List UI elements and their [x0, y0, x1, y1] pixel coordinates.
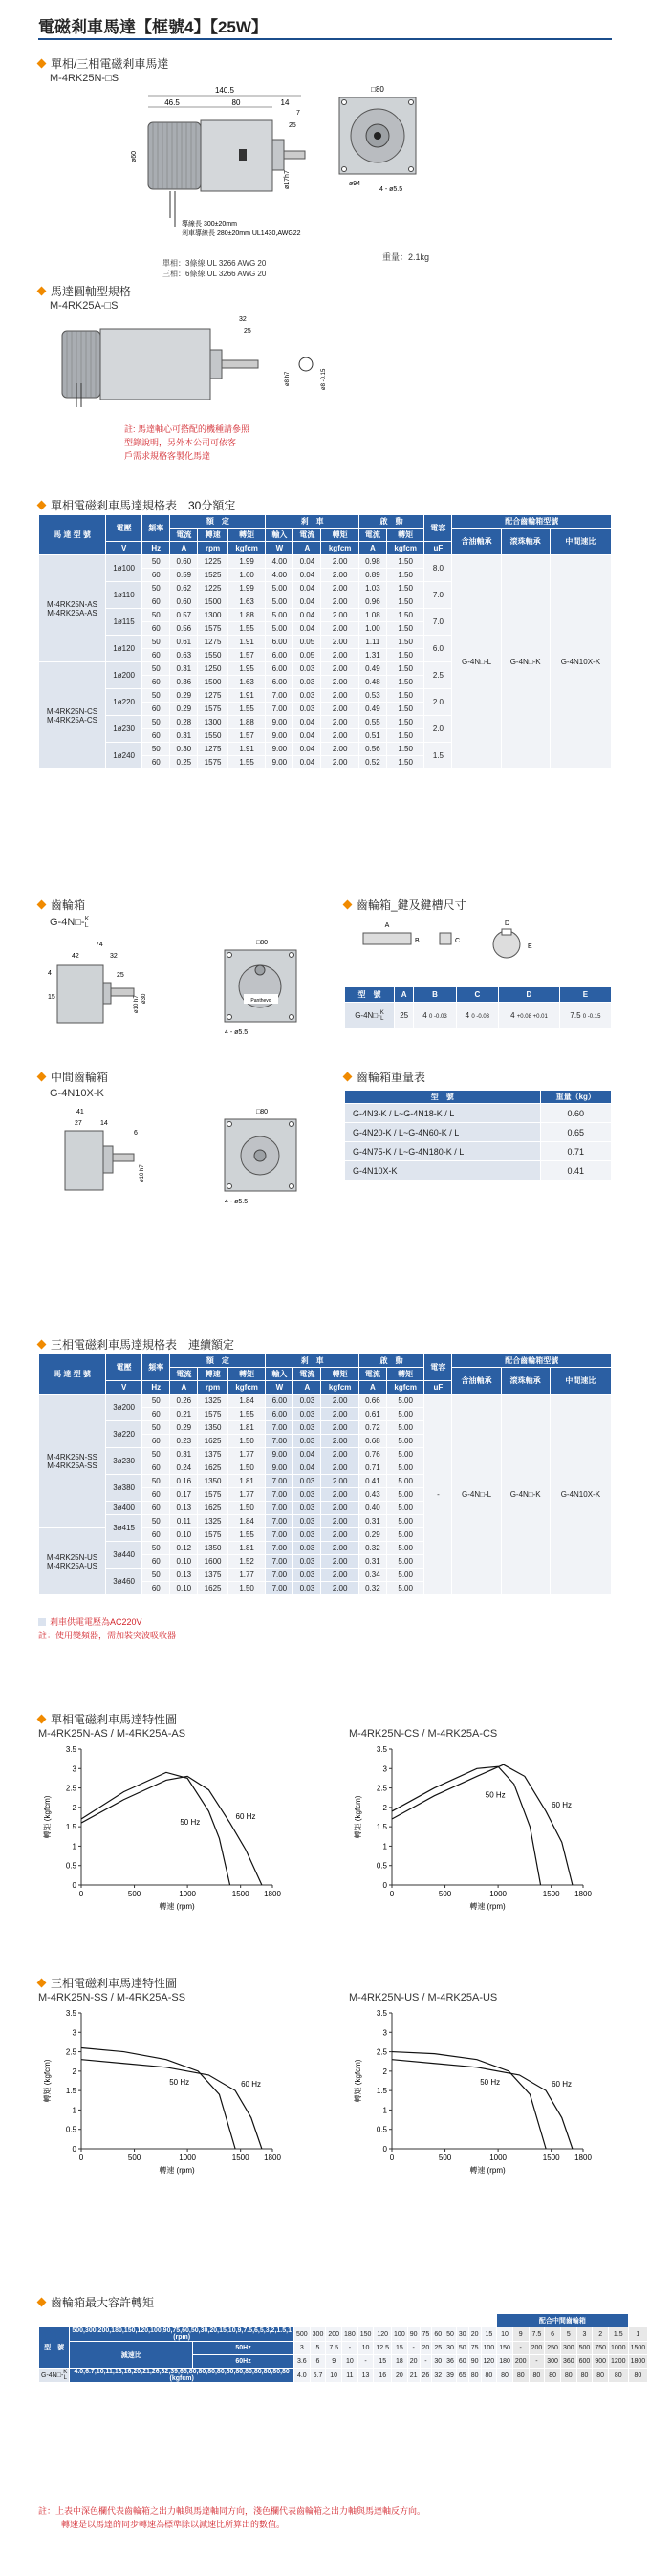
round-shaft-drawing — [38, 312, 382, 417]
x-tick-label: 0 — [389, 2154, 395, 2162]
gearbox-drawing — [38, 937, 354, 1042]
diamond-icon — [343, 1072, 353, 1082]
dim-32: 32 — [110, 953, 118, 960]
dim-25: 25 — [117, 972, 124, 979]
table-row: G-4N10X-K 0.41 — [345, 1161, 612, 1180]
series-line-50hz — [81, 2048, 235, 2149]
table-row: 1ø115 50 0.57 1300 1.88 5.00 0.04 2.00 1.08 1.50 7.0 — [39, 609, 612, 622]
dim-dia10: ø10 h7 — [134, 995, 140, 1013]
x-tick-label: 500 — [438, 2154, 452, 2162]
x-axis-label: 轉速 (rpm) — [159, 1902, 195, 1911]
gearbox-holes: 4 - ø5.5 — [225, 1029, 249, 1036]
diamond-icon — [37, 1072, 47, 1082]
y-tick-label: 0.5 — [65, 1861, 76, 1871]
torque-model: G-4N□-K L — [39, 2369, 70, 2383]
diamond-icon — [37, 59, 47, 69]
y-tick-label: 2 — [72, 2067, 76, 2076]
table-row: 3ø230 50 0.31 1375 1.77 9.00 0.04 2.00 0.76 5.00 — [39, 1448, 612, 1461]
key-a: A — [384, 922, 390, 929]
y-tick-label: 1 — [382, 1842, 387, 1851]
diamond-icon — [37, 1979, 47, 1988]
y-tick-label: 0 — [72, 2145, 76, 2154]
motor-drawing — [38, 84, 497, 256]
dim-27: 27 — [75, 1120, 82, 1127]
table-row: 1ø220 50 0.29 1275 1.91 7.00 0.03 2.00 0.53 1.50 2.0 — [39, 689, 612, 703]
table-header-row: 馬 達 型 號 電壓 頻率 額 定 剎 車 啟 動 電容 配合齒輪箱型號 — [39, 515, 612, 529]
x-tick-label: 1500 — [542, 2154, 560, 2162]
x-tick-label: 1800 — [264, 2154, 281, 2162]
dim-6: 6 — [134, 1130, 138, 1136]
y-axis-label: 轉矩 (kgfcm) — [354, 2059, 362, 2103]
x-tick-label: 1500 — [231, 2154, 249, 2162]
series-label: 60 Hz — [241, 2080, 262, 2089]
round-shaft-model: M-4RK25A-□S — [50, 300, 119, 312]
table-row: G-4N20-K / L~G-4N60-K / L 0.65 — [345, 1123, 612, 1142]
x-tick-label: 1800 — [264, 1890, 281, 1898]
series-line-60hz — [81, 2060, 262, 2149]
y-tick-label: 3.5 — [376, 2009, 387, 2018]
y-tick-label: 1.5 — [376, 1823, 387, 1832]
key-b: B — [415, 938, 420, 944]
dim-32: 32 — [239, 316, 247, 323]
dim-dia17: ø17h7 — [284, 170, 291, 189]
y-tick-label: 1 — [72, 1842, 76, 1851]
y-tick-label: 3 — [72, 2028, 76, 2038]
y-tick-label: 3 — [382, 2028, 387, 2038]
chart3-right-model: M-4RK25N-US / M-4RK25A-US — [349, 1992, 498, 2003]
dim-dia94: ø94 — [349, 181, 361, 187]
title-rule — [38, 38, 612, 40]
chart-right-model: M-4RK25N-CS / M-4RK25A-CS — [349, 1728, 498, 1740]
table-header-row: 馬 達 型 號 電壓 頻率 額 定 剎 車 啟 動 電容 配合齒輪箱型號 — [39, 1354, 612, 1368]
brand-logo: Panthevo — [250, 998, 271, 1004]
wire-single: 單相：3條線,UL 3266 AWG 20 — [162, 259, 267, 268]
y-tick-label: 2.5 — [65, 2047, 76, 2057]
mid-gearbox-drawing — [38, 1104, 354, 1209]
y-axis-label: 轉矩 (kgfcm) — [43, 1795, 52, 1839]
table-row: 3ø415 50 0.11 1325 1.84 7.00 0.03 2.00 0.31 5.00 — [39, 1515, 612, 1528]
y-tick-label: 2.5 — [376, 1784, 387, 1793]
single-phase-spec-table: 馬 達 型 號 電壓 頻率 額 定 剎 車 啟 動 電容 配合齒輪箱型號 電流 轉速 轉矩 輸入 電流 轉矩 電流 轉矩 含油軸承 滾珠軸承 中間速比 V Hz A rpm kgfcm W A kgfcm A kgfcm uF M-4RK25N-AS M-4RK25A-AS 1ø100 50 0.60 1225 1.99 4.00 0.04 2.00 0.98 1.50 8.0 G-4N□-L G-4N□-K G-4N10X-K 60 0.59 1525 1.60 4.00 0.04 2.00 0.89 1.50 1ø110 50 0.62 1225 1.99 5.00 0.04 2.00 1.03 1.50 7.0 60 0.60 1500 1.63 5.00 0.04 2.00 0.96 1.50 1ø115 50 0.57 1300 1.88 5.00 0.04 2.00 1.08 1.50 7.0 60 0.56 1575 1.55 5.00 0.04 2.00 1.00 1.50 1ø120 50 0.61 1275 1.91 6.00 0.05 2.00 1.11 1.50 6.0 60 0.63 1550 1.57 6.00 0.05 2.00 1.31 1.50 M-4RK25N-CS M-4RK25A-CS 1ø200 50 0.31 1250 1.95 6.00 0.03 2.00 0.49 1.50 2.5 60 0.36 1500 1.63 6.00 0.03 2.00 0.48 1.50 1ø220 50 0.29 1275 1.91 7.00 0.03 2.00 0.53 1.50 2.0 60 0.29 1575 1.55 7.00 0.03 2.00 0.49 1.50 1ø230 50 0.28 1300 1.88 9.00 0.04 2.00 0.55 1.50 2.0 60 0.31 1550 1.57 9.00 0.04 2.00 0.51 1.50 1ø240 50 0.30 1275 1.91 9.00 0.04 2.00 0.56 1.50 1.5 60 0.25 1575 1.55 9.00 0.04 2.00 0.52 1.50 — [38, 514, 612, 769]
y-tick-label: 1.5 — [376, 2087, 387, 2096]
dim-total: 140.5 — [214, 86, 235, 95]
table-row: 60 0.17 1575 1.77 7.00 0.03 2.00 0.43 5.00 — [39, 1488, 612, 1502]
table-row: 60 0.31 1550 1.57 9.00 0.04 2.00 0.51 1.50 — [39, 729, 612, 743]
x-tick-label: 1800 — [574, 1890, 592, 1898]
table-row: 60 0.23 1625 1.50 7.00 0.03 2.00 0.68 5.00 — [39, 1435, 612, 1448]
table-row: 3ø380 50 0.16 1350 1.81 7.00 0.03 2.00 0.41 5.00 — [39, 1475, 612, 1488]
y-tick-label: 1 — [72, 2106, 76, 2115]
key-e: E — [528, 943, 532, 950]
x-tick-label: 500 — [127, 2154, 141, 2162]
table-row: 60 0.56 1575 1.55 5.00 0.04 2.00 1.00 1.50 — [39, 622, 612, 636]
x-tick-label: 1000 — [489, 2154, 508, 2162]
y-tick-label: 0 — [72, 1881, 76, 1890]
key-table: 型 號 A B C D E G-4N□- K L 25 4 0 -0.03 4 0 -0.03 4 +0.08 +0.01 7.5 0 -0.15 — [344, 986, 612, 1029]
series-label: 60 Hz — [552, 1800, 573, 1809]
x-tick-label: 1000 — [179, 2154, 197, 2162]
mid-holes: 4 - ø5.5 — [225, 1199, 249, 1205]
diamond-icon — [37, 900, 47, 910]
chart-single-cs — [349, 1742, 597, 1914]
x-tick-label: 500 — [127, 1890, 141, 1898]
x-tick-label: 0 — [78, 2154, 84, 2162]
x-tick-label: 500 — [438, 1890, 452, 1898]
x-tick-label: 1800 — [574, 2154, 592, 2162]
y-tick-label: 2 — [382, 2067, 387, 2076]
table-row: M-4RK25N-SS M-4RK25A-SS 3ø200 50 0.26 1325 1.84 6.00 0.03 2.00 0.66 5.00 - G-4N□-L G-4N□-K G-4N10X-K — [39, 1395, 612, 1408]
table-row: 1ø110 50 0.62 1225 1.99 5.00 0.04 2.00 1.03 1.50 7.0 — [39, 582, 612, 595]
table-row: 60 0.21 1575 1.55 6.00 0.03 2.00 0.61 5.00 — [39, 1408, 612, 1421]
y-tick-label: 2 — [382, 1803, 387, 1812]
table-row: M-4RK25N-AS M-4RK25A-AS 1ø100 50 0.60 1225 1.99 4.00 0.04 2.00 0.98 1.50 8.0 G-4N□-L G-4N□-K G-4N10X-K — [39, 555, 612, 569]
weight-title: 齒輪箱重量表 — [344, 1069, 425, 1085]
table-row: 60 0.60 1500 1.63 5.00 0.04 2.00 0.96 1.50 — [39, 595, 612, 609]
y-tick-label: 0 — [382, 1881, 387, 1890]
key-d: D — [505, 920, 510, 927]
series-label: 50 Hz — [480, 2077, 501, 2087]
x-tick-label: 0 — [389, 1890, 395, 1898]
table-row: 3ø400 60 0.13 1625 1.50 7.00 0.03 2.00 0.40 5.00 — [39, 1502, 612, 1515]
table-row: M-4RK25N-CS M-4RK25A-CS 1ø200 50 0.31 1250 1.95 6.00 0.03 2.00 0.49 1.50 2.5 — [39, 662, 612, 676]
table-row: 1ø120 50 0.61 1275 1.91 6.00 0.05 2.00 1.11 1.50 6.0 — [39, 636, 612, 649]
table-row: G-4N3-K / L~G-4N18-K / L 0.60 — [345, 1104, 612, 1123]
table-row: 60 0.10 1625 1.50 7.00 0.03 2.00 0.32 5.00 — [39, 1582, 612, 1595]
series-line-60hz — [392, 1764, 573, 1885]
table-row: 60 0.36 1500 1.63 6.00 0.03 2.00 0.48 1.50 — [39, 676, 612, 689]
single-phase-spec-title: 單相電磁剎車馬達規格表 30分額定 — [38, 497, 235, 513]
table-row: 3ø220 50 0.29 1350 1.81 7.00 0.03 2.00 0.72 5.00 — [39, 1421, 612, 1435]
legend-swatch — [38, 1618, 46, 1626]
y-tick-label: 3.5 — [376, 1745, 387, 1754]
dim-42: 42 — [72, 953, 79, 960]
shaft-note: 註: 馬達軸心可搭配的機種請參照 型錄說明，另外本公司可依客 戶需求規格客製化馬達 — [124, 424, 250, 461]
dim-dia10: ø10 h7 — [140, 1164, 145, 1182]
table-row: 3ø460 50 0.13 1375 1.77 7.00 0.03 2.00 0.34 5.00 — [39, 1569, 612, 1582]
key-title: 齒輪箱_鍵及鍵槽尺寸 — [344, 897, 466, 913]
dim-4: 4 — [48, 970, 52, 977]
table-row: M-4RK25N-US M-4RK25A-US 60 0.10 1575 1.55 7.00 0.03 2.00 0.29 5.00 — [39, 1528, 612, 1542]
brake-legend: 剎車供電電壓為AC220V — [38, 1615, 142, 1628]
table-row: 1ø240 50 0.30 1275 1.91 9.00 0.04 2.00 0.56 1.50 1.5 — [39, 743, 612, 756]
shaft-dia-tol: ø8 -0.15 — [321, 368, 327, 390]
key-drawing — [344, 916, 612, 973]
table-row: 60 0.29 1575 1.55 7.00 0.03 2.00 0.49 1.50 — [39, 703, 612, 716]
three-phase-chart-title: 三相電磁剎車馬達特性圖 — [38, 1975, 177, 1991]
series-label: 60 Hz — [235, 1812, 256, 1822]
inverter-note: 註：使用變頻器，需加裝突波吸收器 — [38, 1631, 177, 1640]
series-label: 50 Hz — [169, 2077, 190, 2087]
y-tick-label: 0 — [382, 2145, 387, 2154]
diamond-icon — [37, 1715, 47, 1724]
dim-d: 7 — [296, 110, 300, 117]
y-tick-label: 1 — [382, 2106, 387, 2115]
dim-74: 74 — [96, 942, 103, 948]
x-axis-label: 轉速 (rpm) — [469, 1902, 506, 1911]
x-tick-label: 0 — [78, 1890, 84, 1898]
y-tick-label: 0.5 — [376, 2125, 387, 2134]
dim-14: 14 — [100, 1120, 108, 1127]
dim-dia30: ø30 — [141, 993, 147, 1004]
x-axis-label: 轉速 (rpm) — [159, 2166, 195, 2175]
diamond-icon — [37, 501, 47, 510]
mount-holes: 4 - ø5.5 — [379, 186, 403, 193]
x-tick-label: 1000 — [489, 1890, 508, 1898]
cable-length: 導線長 300±20mm — [182, 221, 237, 227]
table-row: G-4N75-K / L~G-4N180-K / L 0.71 — [345, 1142, 612, 1161]
table-row: 60 0.59 1525 1.60 4.00 0.04 2.00 0.89 1.50 — [39, 569, 612, 582]
table-row: 60 0.63 1550 1.57 6.00 0.05 2.00 1.31 1.50 — [39, 649, 612, 662]
y-tick-label: 0.5 — [376, 1861, 387, 1871]
mid-gearbox-title: 中間齒輪箱 — [38, 1069, 108, 1085]
series-label: 50 Hz — [180, 1817, 201, 1827]
y-tick-label: 2.5 — [65, 1784, 76, 1793]
x-tick-label: 1000 — [179, 1890, 197, 1898]
diamond-icon — [343, 900, 353, 910]
torque-note: 註：上表中深色欄代表齒輪箱之出力軸與馬達軸同方向，淺色欄代表齒輪箱之出力軸與馬達軸反方向。 轉速是以馬達的同步轉速為標準除以減速比所算出的數值。 — [38, 2506, 426, 2529]
x-axis-label: 轉速 (rpm) — [469, 2166, 506, 2175]
series-label: 60 Hz — [552, 2080, 573, 2089]
y-tick-label: 3 — [382, 1764, 387, 1774]
chart3-left-model: M-4RK25N-SS / M-4RK25A-SS — [38, 1992, 186, 2003]
gearbox-title: 齒輪箱 — [38, 897, 85, 913]
dim-a: 46.5 — [164, 98, 180, 107]
motor-model: M-4RK25N-□S — [50, 73, 119, 84]
dim-e: 25 — [289, 122, 296, 129]
series-label: 50 Hz — [485, 1790, 506, 1800]
dim-square80: □80 — [371, 85, 384, 94]
dim-b: 80 — [231, 98, 241, 107]
series-line-60hz — [81, 1776, 262, 1885]
dim-c: 14 — [280, 98, 290, 107]
weight-table: 型 號 重量（kg） G-4N3-K / L~G-4N18-K / L 0.60 G-4N20-K / L~G-4N60-K / L 0.65 G-4N75-K / L~G-4N180-K / L 0.71 G-4N10X-K 0.41 — [344, 1090, 612, 1180]
series-line-50hz — [392, 1766, 541, 1885]
mid-gearbox-model: G-4N10X-K — [50, 1088, 104, 1099]
diamond-icon — [37, 1340, 47, 1350]
series-line-60hz — [392, 2060, 573, 2149]
y-tick-label: 3 — [72, 1764, 76, 1774]
single-phase-chart-title: 單相電磁剎車馬達特性圖 — [38, 1711, 177, 1727]
chart-single-as — [38, 1742, 287, 1914]
x-tick-label: 1500 — [542, 1890, 560, 1898]
dim-square80: □80 — [256, 940, 269, 946]
table-row: 60 0.24 1625 1.50 9.00 0.04 2.00 0.71 5.00 — [39, 1461, 612, 1475]
torque-title: 齒輪箱最大容許轉矩 — [38, 2294, 154, 2310]
dim-41: 41 — [76, 1109, 84, 1115]
brake-cable-length: 剎車導線長 280±20mm UL1430,AWG22 — [182, 230, 301, 237]
y-tick-label: 3.5 — [65, 2009, 76, 2018]
section-round-shaft-title: 馬達圓軸型規格 — [38, 283, 131, 299]
chart-three-us — [349, 2005, 597, 2177]
chart-left-model: M-4RK25N-AS / M-4RK25A-AS — [38, 1728, 186, 1740]
dim-15: 15 — [48, 994, 55, 1001]
dim-square80: □80 — [256, 1109, 269, 1115]
shaft-dia: ø8 h7 — [285, 371, 291, 386]
three-phase-spec-title: 三相電磁剎車馬達規格表 連續額定 — [38, 1336, 234, 1353]
page-title: 電磁剎車馬達【框號4】【25W】 — [38, 18, 268, 36]
y-axis-label: 轉矩 (kgfcm) — [43, 2059, 52, 2103]
table-row: 1ø230 50 0.28 1300 1.88 9.00 0.04 2.00 0.55 1.50 2.0 — [39, 716, 612, 729]
x-tick-label: 1500 — [231, 1890, 249, 1898]
y-tick-label: 0.5 — [65, 2125, 76, 2134]
y-tick-label: 2.5 — [376, 2047, 387, 2057]
y-tick-label: 3.5 — [65, 1745, 76, 1754]
y-tick-label: 2 — [72, 1803, 76, 1812]
table-row: 60 0.10 1600 1.52 7.00 0.03 2.00 0.31 5.00 — [39, 1555, 612, 1569]
table-row: 60 0.25 1575 1.55 9.00 0.04 2.00 0.52 1.50 — [39, 756, 612, 769]
diamond-icon — [37, 2298, 47, 2307]
table-row: 3ø440 50 0.12 1350 1.81 7.00 0.03 2.00 0.32 5.00 — [39, 1542, 612, 1555]
torque-table: 配合中間齒輪箱 型 號 500,300,200,180,150,120,100,90,75,60,50,30,20,15,10,9,7.5,6,5,3,2,1.5,1 (rpm) 500 300 200 180 150 120 100 90 75 60 50 30 20 15 10 9 7.5 6 5 3 2 1.5 1 減速比 50Hz 3 5 7.5 - 10 12.5 15 - 20 25 30 50 75 100 150 - 200 250 300 500 750 1000 1500 60Hz 3.6 6 9 10 - 15 18 20 - 30 36 60 90 120 180 200 - 300 360 600 900 1200 1800 G-4N□-K L 4.0,6.7,10,11,13,16,20,21,26,32,39,65,80,80,80,80,80,80,80,80,80,80,80 (kgfcm) 4.0 6.7 10 11 13 16 20 21 26 32 39 65 80 80 80 80 80 80 80 80 80 80 80 — [38, 2313, 648, 2383]
section-motor-title: 單相/三相電磁剎車馬達 — [38, 55, 168, 72]
motor-weight: 重量：2.1kg — [382, 252, 430, 262]
dim-25: 25 — [244, 328, 251, 335]
wire-three: 三相：6條線,UL 3266 AWG 20 — [162, 270, 267, 278]
y-tick-label: 1.5 — [65, 2087, 76, 2096]
y-axis-label: 轉矩 (kgfcm) — [354, 1795, 362, 1839]
y-tick-label: 1.5 — [65, 1823, 76, 1832]
dim-dia60: ø60 — [131, 150, 138, 162]
diamond-icon — [37, 287, 47, 296]
chart-three-ss — [38, 2005, 287, 2177]
gearbox-model: G-4N□- K L — [50, 916, 90, 929]
key-c: C — [455, 938, 461, 944]
three-phase-spec-table: 馬 達 型 號 電壓 頻率 額 定 剎 車 啟 動 電容 配合齒輪箱型號 電流 轉速 轉矩 輸入 電流 轉矩 電流 轉矩 含油軸承 滾珠軸承 中間速比 V Hz A rpm kgfcm W A kgfcm A kgfcm uF M-4RK25N-SS M-4RK25A-SS 3ø200 50 0.26 1325 1.84 6.00 0.03 2.00 0.66 5.00 - G-4N□-L G-4N□-K G-4N10X-K 60 0.21 1575 1.55 6.00 0.03 2.00 0.61 5.00 3ø220 50 0.29 1350 1.81 7.00 0.03 2.00 0.72 5.00 60 0.23 1625 1.50 7.00 0.03 2.00 0.68 5.00 3ø230 50 0.31 1375 1.77 9.00 0.04 2.00 0.76 5.00 60 0.24 1625 1.50 9.00 0.04 2.00 0.71 5.00 3ø380 50 0.16 1350 1.81 7.00 0.03 2.00 0.41 5.00 60 0.17 1575 1.77 7.00 0.03 2.00 0.43 5.00 3ø400 60 0.13 1625 1.50 7.00 0.03 2.00 0.40 5.00 3ø415 50 0.11 1325 1.84 7.00 0.03 2.00 0.31 5.00 M-4RK25N-US M-4RK25A-US 60 0.10 1575 1.55 7.00 0.03 2.00 0.29 5.00 3ø440 50 0.12 1350 1.81 7.00 0.03 2.00 0.32 5.00 60 0.10 1600 1.52 7.00 0.03 2.00 0.31 5.00 3ø460 50 0.13 1375 1.77 7.00 0.03 2.00 0.34 5.00 60 0.10 1625 1.50 7.00 0.03 2.00 0.32 5.00 — [38, 1353, 612, 1595]
